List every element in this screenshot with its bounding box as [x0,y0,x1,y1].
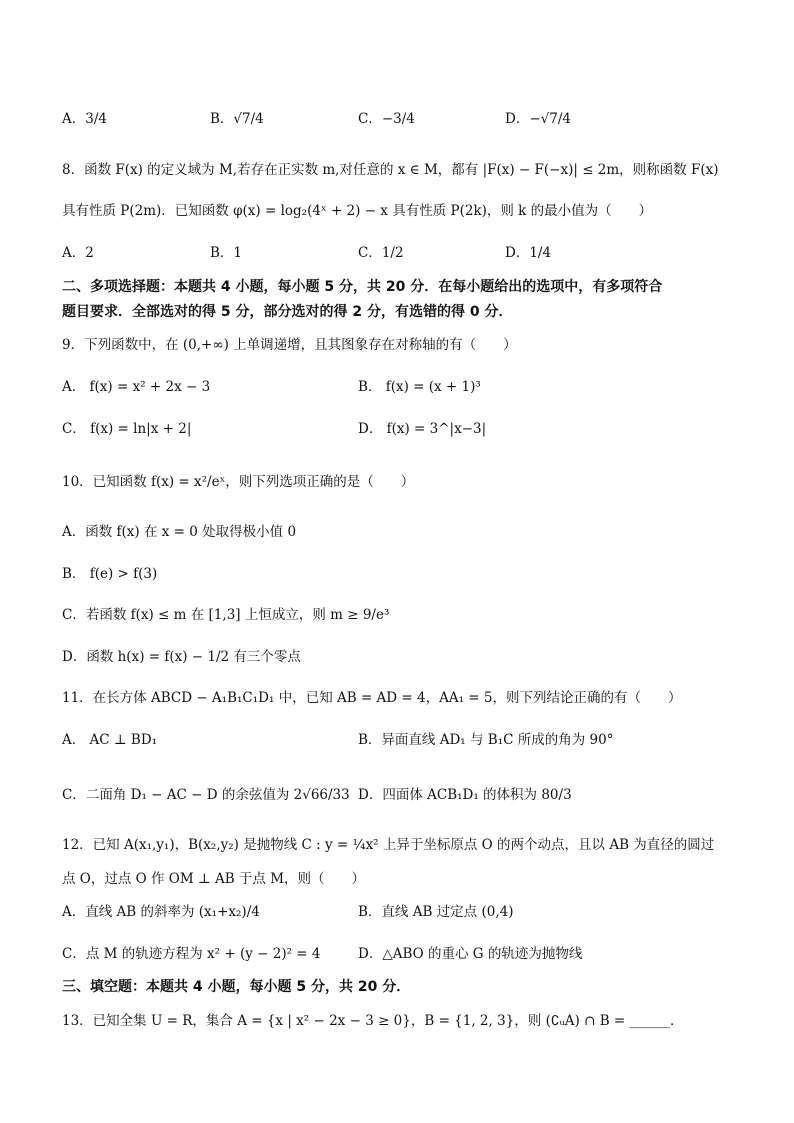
q10-option-a: A．函数 f(x) 在 x = 0 处取得极小值 0 [62,524,297,540]
q12-option-a: A．直线 AB 的斜率为 (x₁+x₂)/4 [62,904,260,920]
q10-option-c: C．若函数 f(x) ≤ m 在 [1,3] 上恒成立，则 m ≥ 9/e³ [62,607,390,623]
q11-option-d: D．四面体 ACB₁D₁ 的体积为 80/3 [358,787,572,803]
section-3-heading: 三、填空题：本题共 4 小题，每小题 5 分，共 20 分． [62,979,411,995]
q12-line-2: 点 O，过点 O 作 OM ⊥ AB 于点 M，则（ ） [62,871,366,887]
q8-option-c: C．1/2 [358,245,404,261]
q9-option-d: D． f(x) = 3^|x−3| [358,421,487,437]
q10-option-d: D．函数 h(x) = f(x) − 1/2 有三个零点 [62,649,301,665]
q7-option-b: B．√7/4 [210,111,264,127]
q12-option-b: B．直线 AB 过定点 (0,4) [358,904,514,920]
q9-option-b: B． f(x) = (x + 1)³ [358,379,481,395]
q8-line-1: 8．函数 F(x) 的定义域为 M,若存在正实数 m,对任意的 x ∈ M，都有 |F(x) − F(−x)| ≤ 2m，则称函数 F(x) [62,162,719,178]
q10-option-b: B． f(e) > f(3) [62,566,158,582]
q11-option-c: C．二面角 D₁ − AC − D 的余弦值为 2√66/33 [62,787,350,803]
q13-stem: 13．已知全集 U = R，集合 A = {x | x² − 2x − 3 ≥ 0}，B = {1, 2, 3}，则 (∁ᵤA) ∩ B = ______． [62,1013,684,1029]
q12-option-c: C．点 M 的轨迹方程为 x² + (y − 2)² = 4 [62,946,321,962]
q9-option-a: A． f(x) = x² + 2x − 3 [62,379,211,395]
q8-option-a: A．2 [62,245,94,261]
section-2-heading-1: 二、多项选择题：本题共 4 小题，每小题 5 分，共 20 分．在每小题给出的选项中，有多项符合 [62,279,663,295]
q7-option-c: C．−3/4 [358,111,415,127]
q9-option-c: C． f(x) = ln|x + 2| [62,421,192,437]
q8-option-b: B．1 [210,245,243,261]
q7-option-a: A．3/4 [62,111,107,127]
q11-option-b: B．异面直线 AD₁ 与 B₁C 所成的角为 90° [358,732,614,748]
q7-option-d: D．−√7/4 [505,111,571,127]
q11-stem: 11．在长方体 ABCD − A₁B₁C₁D₁ 中，已知 AB = AD = 4，AA₁ = 5，则下列结论正确的有（ ） [62,690,682,706]
q10-stem: 10．已知函数 f(x) = x²/eˣ，则下列选项正确的是（ ） [62,474,415,490]
q12-line-1: 12．已知 A(x₁,y₁)，B(x₂,y₂) 是抛物线 C : y = ¼x² 上异于坐标原点 O 的两个动点，且以 AB 为直径的圆过 [62,837,715,853]
q8-option-d: D．1/4 [505,245,552,261]
q12-option-d: D．△ABO 的重心 G 的轨迹为抛物线 [358,946,583,962]
q9-stem: 9．下列函数中，在 (0,+∞) 上单调递增，且其图象存在对称轴的有（ ） [62,337,517,353]
section-2-heading-2: 题目要求．全部选对的得 5 分，部分选对的得 2 分，有选错的得 0 分． [62,304,513,320]
q8-line-2: 具有性质 P(2m)．已知函数 φ(x) = log₂(4ˣ + 2) − x 具有性质 P(2k)，则 k 的最小值为（ ） [62,203,653,219]
q11-option-a: A． AC ⊥ BD₁ [62,732,158,748]
